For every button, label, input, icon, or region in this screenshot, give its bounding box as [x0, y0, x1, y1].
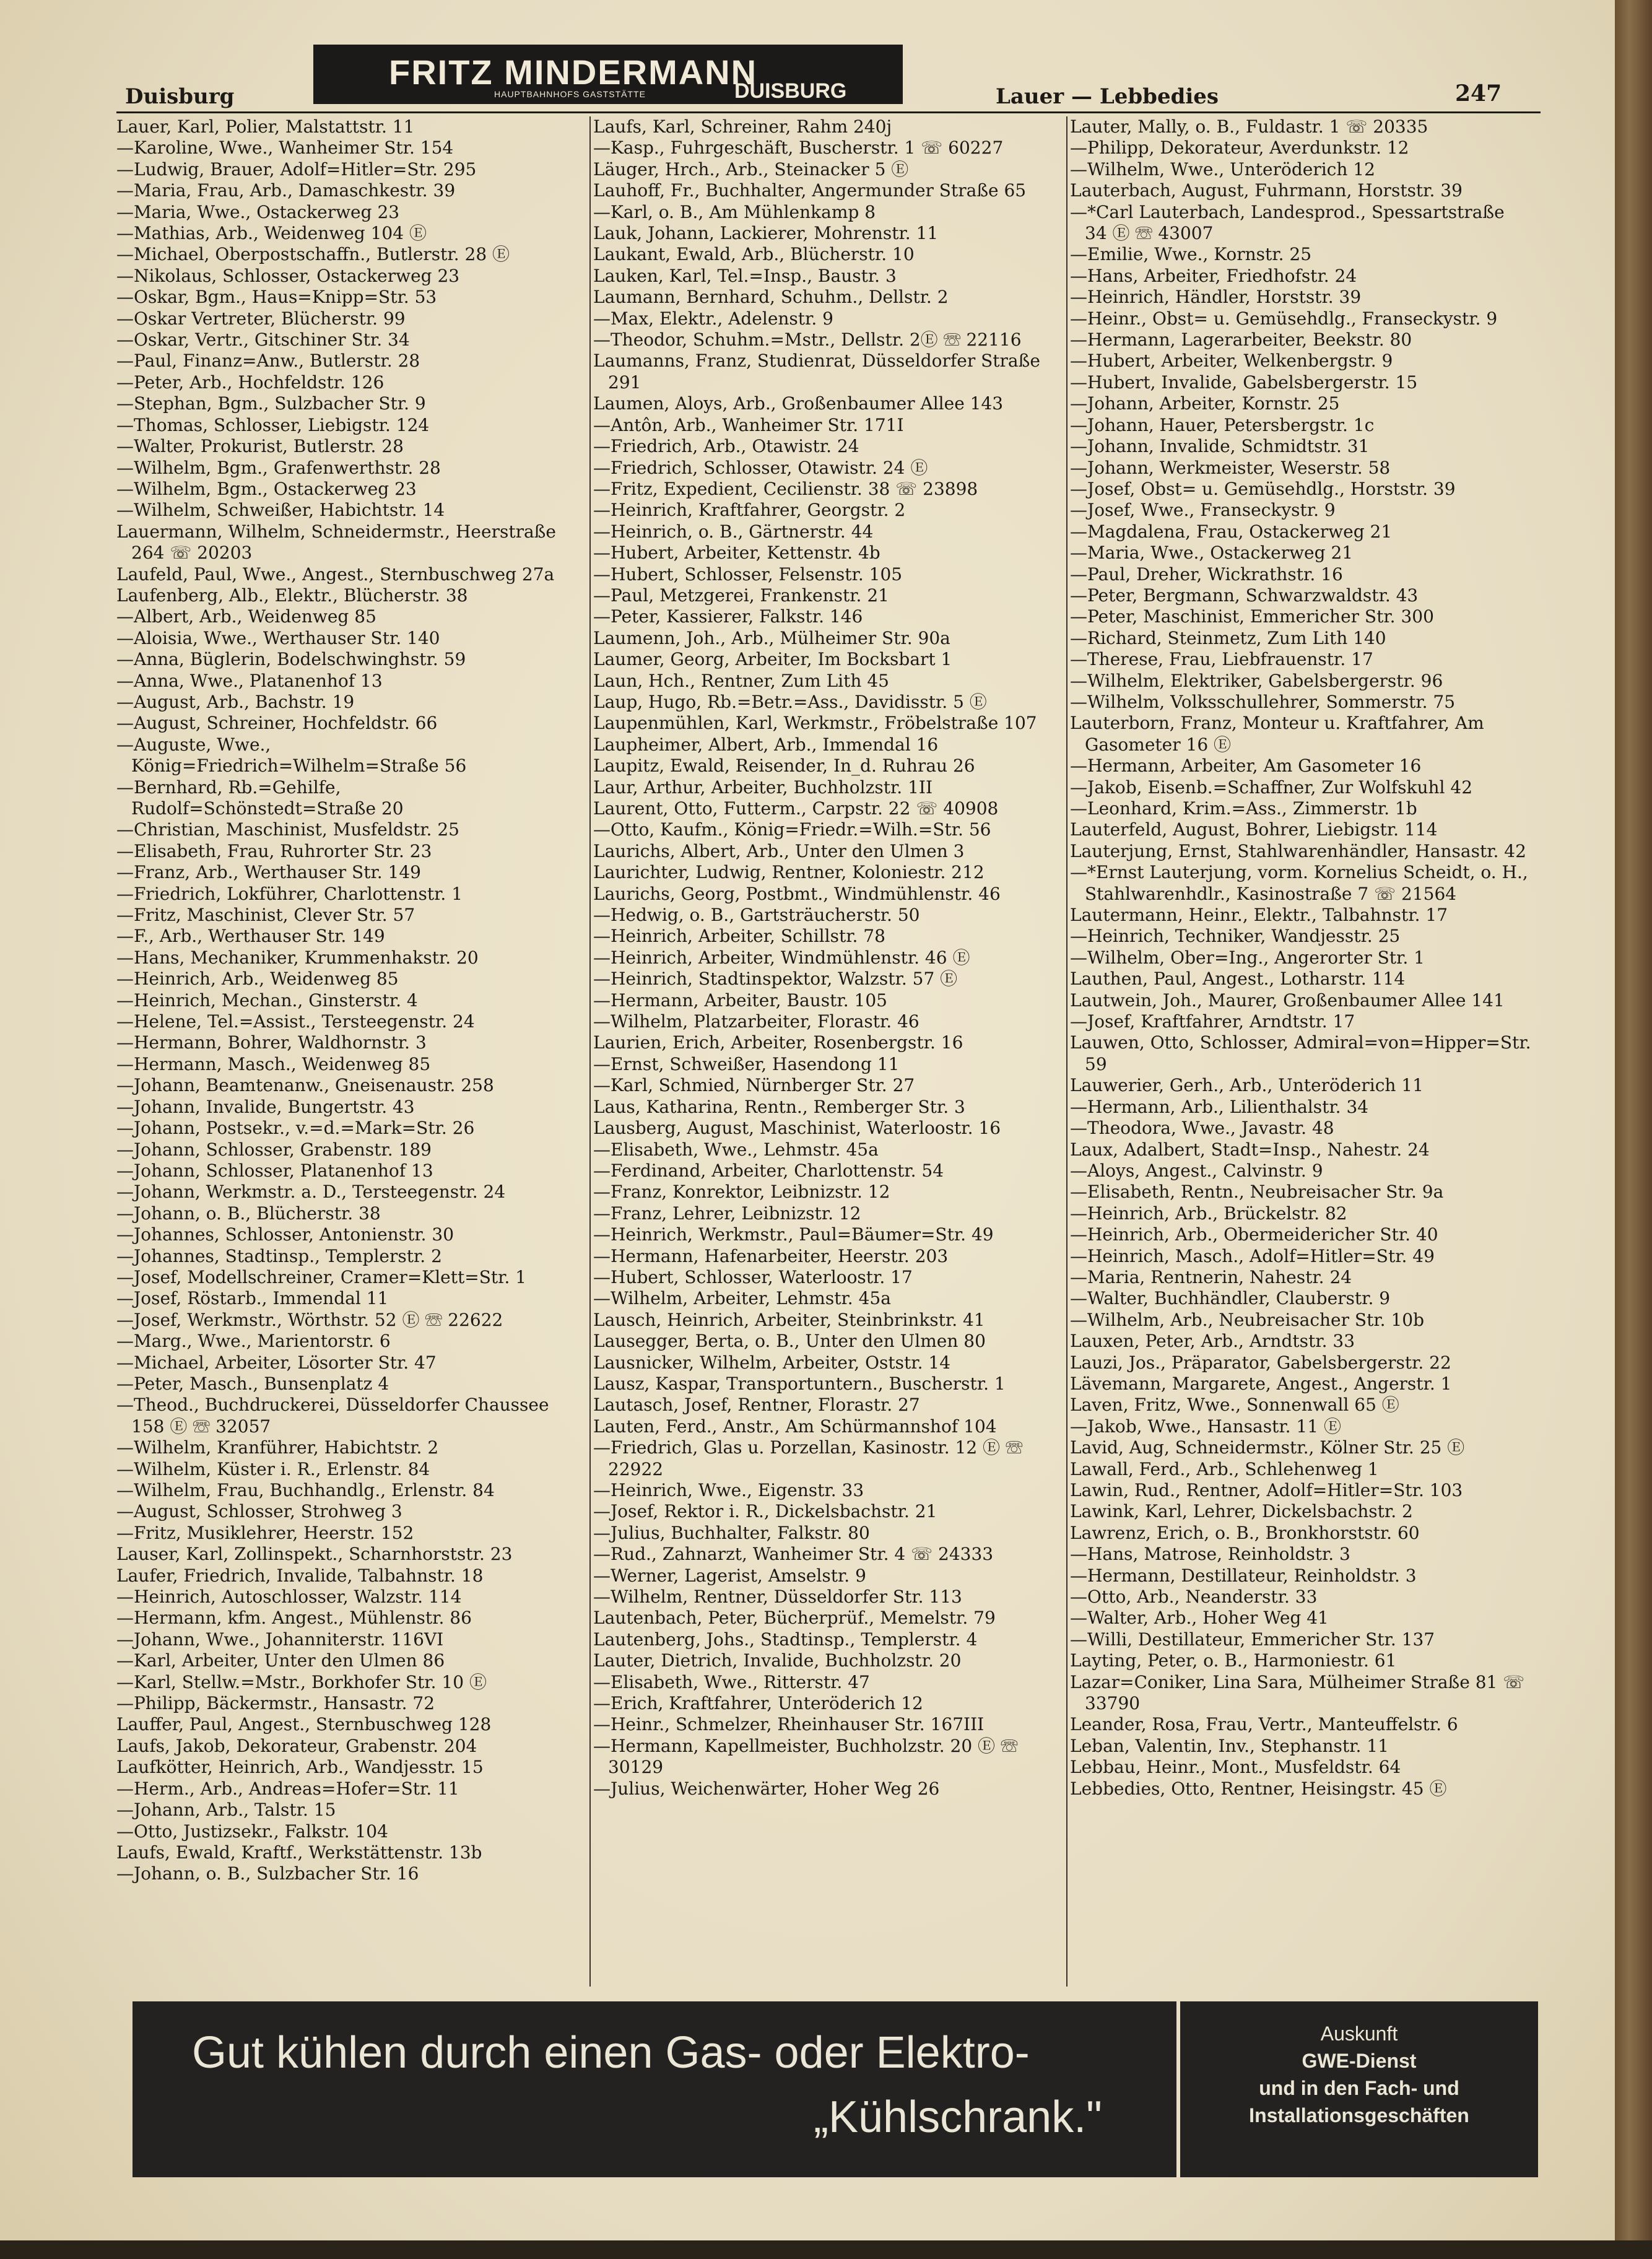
header-rule	[116, 111, 1541, 113]
directory-entry: —Hermann, Lagerarbeiter, Beekstr. 80	[1070, 329, 1412, 350]
directory-entry: Lauthen, Paul, Angest., Lotharstr. 114	[1070, 968, 1406, 990]
directory-entry: —Wilhelm, Bgm., Ostackerweg 23	[116, 478, 417, 499]
directory-entry: —Stephan, Bgm., Sulzbacher Str. 9	[116, 393, 426, 414]
ad-side-panel	[1180, 2020, 1538, 2129]
directory-entry: —Josef, Obst= u. Gemüsehdlg., Horststr. 39	[1070, 478, 1456, 499]
directory-entry: —Johann, Beamtenanw., Gneisenaustr. 258	[116, 1075, 494, 1096]
directory-entry: —Ferdinand, Arbeiter, Charlottenstr. 54	[593, 1160, 944, 1181]
directory-entry: Laurent, Otto, Futterm., Carpstr. 22 ☏ 40908	[593, 798, 999, 819]
directory-entry: —Marg., Wwe., Marientorstr. 6	[116, 1331, 391, 1352]
bottom-advertisement	[133, 2001, 1538, 2177]
directory-entry: Lautenbach, Peter, Bücherprüf., Memelstr. 79	[593, 1608, 996, 1629]
banner-name: FRITZ MINDERMANN	[389, 53, 758, 92]
directory-entry: —Jakob, Eisenb.=Schaffner, Zur Wolfskuhl 42	[1070, 777, 1473, 798]
directory-entry: —Maria, Frau, Arb., Damaschkestr. 39	[116, 180, 456, 201]
directory-entry: —Johannes, Schlosser, Antonienstr. 30	[116, 1224, 454, 1245]
directory-entry: —Hubert, Invalide, Gabelsbergerstr. 15	[1070, 372, 1418, 393]
directory-entry: —Friedrich, Arb., Otawistr. 24	[593, 436, 859, 457]
directory-entry: —Magdalena, Frau, Ostackerweg 21	[1070, 521, 1393, 542]
directory-entry: Lauter, Dietrich, Invalide, Buchholzstr. 20	[593, 1650, 962, 1671]
directory-entry: —Otto, Arb., Neanderstr. 33	[1070, 1587, 1318, 1608]
directory-entry: Laupheimer, Albert, Arb., Immendal 16	[593, 734, 939, 755]
directory-entry: Laumer, Georg, Arbeiter, Im Bocksbart 1	[593, 649, 952, 670]
directory-entry: —Wilhelm, Bgm., Grafenwerthstr. 28	[116, 457, 441, 478]
directory-entry: —Josef, Wwe., Franseckystr. 9	[1070, 500, 1336, 521]
directory-entry: —August, Schlosser, Strohweg 3	[116, 1501, 402, 1522]
directory-entry: —Peter, Arb., Hochfeldstr. 126	[116, 372, 385, 393]
directory-entry: Lavid, Aug, Schneidermstr., Kölner Str. 25 Ⓔ	[1070, 1437, 1465, 1458]
directory-entry: —Johann, o. B., Sulzbacher Str. 16	[116, 1863, 419, 1884]
directory-entry: —Maria, Wwe., Ostackerweg 23	[116, 201, 400, 222]
directory-entry: —Christian, Maschinist, Musfeldstr. 25	[116, 819, 459, 840]
ad-headline-line1: Gut kühlen durch einen Gas- oder Elektro-	[192, 2028, 1030, 2078]
directory-entry: —Wilhelm, Volksschullehrer, Sommerstr. 75	[1070, 691, 1456, 712]
directory-entry: —Elisabeth, Frau, Ruhrorter Str. 23	[116, 840, 432, 861]
directory-entry: Leban, Valentin, Inv., Stephanstr. 11	[1070, 1735, 1389, 1756]
directory-entry: —Friedrich, Schlosser, Otawistr. 24 Ⓔ	[593, 457, 928, 478]
directory-entry: —Hermann, Destillateur, Reinholdstr. 3	[1070, 1565, 1417, 1586]
directory-entry: —Peter, Kassierer, Falkstr. 146	[593, 606, 863, 627]
directory-entry: —Hedwig, o. B., Gartsträucherstr. 50	[593, 905, 920, 926]
directory-entry: —Michael, Arbeiter, Lösorter Str. 47	[116, 1352, 437, 1373]
directory-entry: Lauxen, Peter, Arb., Arndtstr. 33	[1070, 1331, 1355, 1352]
directory-entry: —Jakob, Wwe., Hansastr. 11 Ⓔ	[1070, 1416, 1341, 1437]
directory-entry: Laumann, Bernhard, Schuhm., Dellstr. 2	[593, 287, 949, 308]
directory-entry: —Fritz, Musiklehrer, Heerstr. 152	[116, 1522, 414, 1543]
directory-entry: Laux, Adalbert, Stadt=Insp., Nahestr. 24	[1070, 1139, 1430, 1160]
directory-entry: Laupitz, Ewald, Reisender, In_d. Ruhrau 26	[593, 755, 975, 777]
ad-side-line: Auskunft	[1320, 2022, 1398, 2045]
directory-entry: Layting, Peter, o. B., Harmoniestr. 61	[1070, 1650, 1397, 1671]
directory-entry: —Heinr., Obst= u. Gemüsehdlg., Franseckystr. 9	[1070, 308, 1498, 329]
directory-entry: —Ernst, Schweißer, Hasendong 11	[593, 1053, 900, 1074]
directory-entry: —Kasp., Fuhrgeschäft, Buscherstr. 1 ☏ 60227	[593, 137, 1004, 159]
directory-entry: —Philipp, Bäckermstr., Hansastr. 72	[116, 1693, 435, 1714]
directory-column-2	[593, 116, 1054, 1987]
directory-entry: —Hans, Arbeiter, Friedhofstr. 24	[1070, 265, 1357, 286]
advertising-banner	[313, 45, 903, 104]
directory-entry: —Anna, Wwe., Platanenhof 13	[116, 670, 383, 691]
directory-entry: Lauterbach, August, Fuhrmann, Horststr. 39	[1070, 180, 1463, 201]
directory-entry: —Peter, Bergmann, Schwarzwaldstr. 43	[1070, 585, 1419, 606]
directory-entry: —Oskar, Vertr., Gitschiner Str. 34	[116, 329, 410, 350]
directory-entry: —Heinrich, Kraftfahrer, Georgstr. 2	[593, 500, 906, 521]
directory-entry: Laumenn, Joh., Arb., Mülheimer Str. 90a	[593, 627, 950, 648]
directory-entry: —Hermann, Arbeiter, Am Gasometer 16	[1070, 755, 1422, 777]
directory-entry: Lebbedies, Otto, Rentner, Heisingstr. 45 Ⓔ	[1070, 1778, 1447, 1799]
directory-entry: —Heinrich, Arb., Brückelstr. 82	[1070, 1203, 1347, 1224]
directory-entry: Laupenmühlen, Karl, Werkmstr., Fröbelstraße 107	[593, 713, 1037, 734]
directory-entry: Lautasch, Josef, Rentner, Florastr. 27	[593, 1395, 920, 1416]
directory-entry: Lauermann, Wilhelm, Schneidermstr., Heerstraße 264 ☏ 20203	[116, 521, 556, 564]
book-binding	[1615, 0, 1652, 2259]
directory-entry: —Werner, Lagerist, Amselstr. 9	[593, 1565, 866, 1586]
directory-entry: Laur, Arthur, Arbeiter, Buchholzstr. 1II	[593, 777, 933, 798]
directory-entry: —Ludwig, Brauer, Adolf=Hitler=Str. 295	[116, 159, 477, 180]
directory-entry: —Heinrich, Stadtinspektor, Walzstr. 57 Ⓔ	[593, 968, 958, 990]
directory-entry: Lauwen, Otto, Schlosser, Admiral=von=Hipper=Str. 59	[1070, 1032, 1531, 1074]
directory-entry: —Karl, Stellw.=Mstr., Borkhofer Str. 10 Ⓔ	[116, 1671, 487, 1692]
directory-entry: —Wilhelm, Schweißer, Habichtstr. 14	[116, 500, 445, 521]
directory-entry: —Theodora, Wwe., Javastr. 48	[1070, 1118, 1334, 1139]
directory-entry: —Otto, Justizsekr., Falkstr. 104	[116, 1821, 388, 1842]
directory-entry: Lauterjung, Ernst, Stahlwarenhändler, Hansastr. 42	[1070, 840, 1526, 861]
directory-entry: —Walter, Arb., Hoher Weg 41	[1070, 1608, 1329, 1629]
directory-entry: —Bernhard, Rb.=Gehilfe, Rudolf=Schönstedt=Straße 20	[116, 777, 404, 819]
directory-entry: —Heinrich, Techniker, Wandjesstr. 25	[1070, 926, 1401, 947]
directory-entry: —Karoline, Wwe., Wanheimer Str. 154	[116, 137, 454, 159]
directory-entry: —Franz, Arb., Werthauser Str. 149	[116, 862, 421, 883]
directory-entry: —Elisabeth, Wwe., Lehmstr. 45a	[593, 1139, 879, 1160]
directory-entry: —Hermann, Bohrer, Waldhornstr. 3	[116, 1032, 427, 1053]
directory-entry: —Johann, Invalide, Bungertstr. 43	[116, 1096, 415, 1117]
directory-entry: —Walter, Prokurist, Butlerstr. 28	[116, 436, 404, 457]
directory-entry: —Auguste, Wwe., König=Friedrich=Wilhelm=Straße 56	[116, 734, 467, 777]
directory-column-3	[1070, 116, 1531, 1987]
directory-entry: —Michael, Oberpostschaffn., Butlerstr. 28 Ⓔ	[116, 244, 510, 265]
directory-entry: —Johann, Werkmeister, Weserstr. 58	[1070, 457, 1391, 478]
directory-entry: Lauser, Karl, Zollinspekt., Scharnhorststr. 23	[116, 1544, 513, 1565]
directory-entry: Laufkötter, Heinrich, Arb., Wandjesstr. 15	[116, 1757, 484, 1778]
directory-entry: —Peter, Masch., Bunsenplatz 4	[116, 1373, 389, 1394]
directory-entry: —Oskar, Bgm., Haus=Knipp=Str. 53	[116, 287, 437, 308]
directory-entry: Leander, Rosa, Frau, Vertr., Manteuffelstr. 6	[1070, 1714, 1458, 1735]
ad-side-line: GWE-Dienst	[1302, 2050, 1417, 2072]
directory-entry: Laukant, Ewald, Arb., Blücherstr. 10	[593, 244, 915, 265]
directory-entry: —Wilhelm, Kranführer, Habichtstr. 2	[116, 1437, 439, 1458]
directory-entry: —Johann, Schlosser, Grabenstr. 189	[116, 1139, 432, 1160]
directory-entry: —Johann, Wwe., Johanniterstr. 116VI	[116, 1629, 444, 1650]
bottom-edge	[0, 2240, 1652, 2259]
directory-entry: Lauken, Karl, Tel.=Insp., Baustr. 3	[593, 265, 897, 286]
directory-entry: —*Ernst Lauterjung, vorm. Kornelius Scheidt, o. H., Stahlwarenhdlr., Kasinostraße 7 ☏ 21564	[1070, 862, 1528, 904]
directory-entry: —Theodor, Schuhm.=Mstr., Dellstr. 2Ⓔ ☏ 22116	[593, 329, 1022, 350]
directory-entry: Lauwerier, Gerh., Arb., Unteröderich 11	[1070, 1075, 1424, 1096]
directory-entry: Laufer, Friedrich, Invalide, Talbahnstr. 18	[116, 1565, 484, 1586]
directory-entry: —Heinrich, Mechan., Ginsterstr. 4	[116, 990, 418, 1011]
directory-entry: —Julius, Buchhalter, Falkstr. 80	[593, 1522, 870, 1543]
ad-headline-line2: „Kühlschrank."	[814, 2092, 1102, 2142]
directory-entry: —Karl, Schmied, Nürnberger Str. 27	[593, 1075, 915, 1096]
directory-entry: —Wilhelm, Wwe., Unteröderich 12	[1070, 159, 1375, 180]
banner-city: DUISBURG	[734, 79, 847, 103]
directory-entry: —Karl, o. B., Am Mühlenkamp 8	[593, 201, 876, 222]
directory-entry: Lauterborn, Franz, Monteur u. Kraftfahrer, Am Gasometer 16 Ⓔ	[1070, 713, 1484, 755]
directory-entry: —Maria, Wwe., Ostackerweg 21	[1070, 542, 1354, 564]
directory-entry: Laup, Hugo, Rb.=Betr.=Ass., Davidisstr. 5 Ⓔ	[593, 691, 987, 712]
directory-entry: Lautenberg, Johs., Stadtinsp., Templerstr. 4	[593, 1629, 978, 1650]
directory-entry: —Johann, Arb., Talstr. 15	[116, 1800, 336, 1821]
directory-entry: —Mathias, Arb., Weidenweg 104 Ⓔ	[116, 223, 427, 244]
directory-entry: —Albert, Arb., Weidenweg 85	[116, 606, 376, 627]
directory-entry: —Hubert, Arbeiter, Kettenstr. 4b	[593, 542, 880, 564]
directory-entry: —Heinrich, Arb., Obermeidericher Str. 40	[1070, 1224, 1438, 1245]
directory-entry: —Heinr., Schmelzer, Rheinhauser Str. 167III	[593, 1714, 985, 1735]
directory-entry: —Hans, Matrose, Reinholdstr. 3	[1070, 1544, 1350, 1565]
directory-entry: —Antôn, Arb., Wanheimer Str. 171I	[593, 414, 904, 435]
directory-entry: —Johann, Arbeiter, Kornstr. 25	[1070, 393, 1340, 414]
directory-entry: Laufs, Karl, Schreiner, Rahm 240j	[593, 116, 892, 137]
directory-entry: —Johann, Hauer, Petersbergstr. 1c	[1070, 414, 1375, 435]
directory-entry: —Wilhelm, Platzarbeiter, Florastr. 46	[593, 1011, 919, 1032]
directory-entry: Laurien, Erich, Arbeiter, Rosenbergstr. 16	[593, 1032, 963, 1053]
directory-entry: —Hubert, Schlosser, Felsenstr. 105	[593, 564, 903, 585]
directory-entry: Lausberg, August, Maschinist, Waterloostr. 16	[593, 1118, 1001, 1139]
directory-entry: —Philipp, Dekorateur, Averdunkstr. 12	[1070, 137, 1409, 159]
directory-entry: —Josef, Röstarb., Immendal 11	[116, 1288, 389, 1309]
directory-entry: —Therese, Frau, Liebfrauenstr. 17	[1070, 649, 1373, 670]
directory-entry: —Theod., Buchdruckerei, Düsseldorfer Chaussee 158 Ⓔ ☏ 32057	[116, 1395, 549, 1437]
directory-entry: —Friedrich, Lokführer, Charlottenstr. 1	[116, 883, 463, 904]
directory-entry: Laumanns, Franz, Studienrat, Düsseldorfer Straße 291	[593, 350, 1040, 393]
directory-entry: Lauer, Karl, Polier, Malstattstr. 11	[116, 116, 415, 137]
directory-entry: —Friedrich, Glas u. Porzellan, Kasinostr. 12 Ⓔ ☏ 22922	[593, 1437, 1023, 1479]
directory-entry: Laufenberg, Alb., Elektr., Blücherstr. 38	[116, 585, 468, 606]
directory-entry: —Heinrich, o. B., Gärtnerstr. 44	[593, 521, 874, 542]
directory-entry: —Fritz, Maschinist, Clever Str. 57	[116, 905, 415, 926]
directory-entry: —Fritz, Expedient, Cecilienstr. 38 ☏ 23898	[593, 478, 978, 499]
directory-entry: —Hans, Mechaniker, Krummenhakstr. 20	[116, 947, 479, 968]
directory-entry: —Franz, Konrektor, Leibnizstr. 12	[593, 1182, 890, 1203]
directory-entry: Laven, Fritz, Wwe., Sonnenwall 65 Ⓔ	[1070, 1395, 1399, 1416]
directory-entry: —Heinrich, Autoschlosser, Walzstr. 114	[116, 1587, 462, 1608]
directory-entry: —Oskar Vertreter, Blücherstr. 99	[116, 308, 406, 329]
directory-entry: Lautermann, Heinr., Elektr., Talbahnstr. 17	[1070, 905, 1448, 926]
directory-entry: —Wilhelm, Küster i. R., Erlenstr. 84	[116, 1458, 430, 1479]
directory-entry: Lawin, Rud., Rentner, Adolf=Hitler=Str. 103	[1070, 1480, 1463, 1500]
directory-entry: —Julius, Weichenwärter, Hoher Weg 26	[593, 1778, 940, 1799]
directory-entry: —Paul, Finanz=Anw., Butlerstr. 28	[116, 350, 420, 372]
directory-entry: —Herm., Arb., Andreas=Hofer=Str. 11	[116, 1778, 459, 1799]
directory-entry: —Otto, Kaufm., König=Friedr.=Wilh.=Str. 56	[593, 819, 991, 840]
directory-entry: —Walter, Buchhändler, Clauberstr. 9	[1070, 1288, 1391, 1309]
directory-entry: —Josef, Kraftfahrer, Arndtstr. 17	[1070, 1011, 1355, 1032]
directory-entry: —Anna, Büglerin, Bodelschwinghstr. 59	[116, 649, 466, 670]
directory-entry: —Karl, Arbeiter, Unter den Ulmen 86	[116, 1650, 445, 1671]
directory-entry: —Emilie, Wwe., Kornstr. 25	[1070, 244, 1312, 265]
directory-entry: —Elisabeth, Wwe., Ritterstr. 47	[593, 1671, 870, 1692]
directory-entry: —*Carl Lauterbach, Landesprod., Spessartstraße 34 Ⓔ ☏ 43007	[1070, 201, 1505, 244]
directory-entry: Lawink, Karl, Lehrer, Dickelsbachstr. 2	[1070, 1501, 1413, 1522]
directory-entry: Lauter, Mally, o. B., Fuldastr. 1 ☏ 20335	[1070, 116, 1428, 137]
directory-entry: Lauk, Johann, Lackierer, Mohrenstr. 11	[593, 223, 939, 244]
directory-entry: —Willi, Destillateur, Emmericher Str. 137	[1070, 1629, 1435, 1650]
directory-entry: Laurichs, Georg, Postbmt., Windmühlenstr. 46	[593, 883, 1001, 904]
header-city: Duisburg	[125, 84, 235, 109]
ad-side-line: Installationsgeschäften	[1249, 2104, 1469, 2126]
directory-entry: Laurichs, Albert, Arb., Unter den Ulmen 3	[593, 840, 965, 861]
directory-entry: Lausegger, Berta, o. B., Unter den Ulmen 80	[593, 1331, 986, 1352]
directory-entry: —Josef, Modellschreiner, Cramer=Klett=Str. 1	[116, 1266, 527, 1287]
banner-subtitle: HAUPTBAHNHOFS GASTSTÄTTE	[494, 89, 646, 99]
directory-entry: Laufs, Ewald, Kraftf., Werkstättenstr. 13b	[116, 1842, 482, 1863]
directory-columns	[116, 116, 1541, 1987]
directory-entry: Laufeld, Paul, Wwe., Angest., Sternbuschweg 27a	[116, 564, 555, 585]
directory-entry: —Hermann, Kapellmeister, Buchholzstr. 20 Ⓔ ☏ 30129	[593, 1735, 1018, 1778]
directory-entry: —Hermann, Hafenarbeiter, Heerstr. 203	[593, 1245, 949, 1266]
directory-entry: —Heinrich, Wwe., Eigenstr. 33	[593, 1480, 864, 1500]
directory-entry: Lebbau, Heinr., Mont., Musfeldstr. 64	[1070, 1757, 1401, 1778]
directory-entry: —Aloys, Angest., Calvinstr. 9	[1070, 1160, 1323, 1181]
directory-entry: —Heinrich, Händler, Horststr. 39	[1070, 287, 1362, 308]
directory-entry: —Hubert, Arbeiter, Welkenbergstr. 9	[1070, 350, 1393, 372]
directory-entry: Lauhoff, Fr., Buchhalter, Angermunder Straße 65	[593, 180, 1027, 201]
directory-entry: Lävemann, Margarete, Angest., Angerstr. 1	[1070, 1373, 1452, 1394]
directory-entry: Lausnicker, Wilhelm, Arbeiter, Oststr. 14	[593, 1352, 951, 1373]
directory-entry: —Josef, Werkmstr., Wörthstr. 52 Ⓔ ☏ 22622	[116, 1309, 503, 1330]
directory-entry: Lauten, Ferd., Anstr., Am Schürmannshof 104	[593, 1416, 997, 1437]
directory-entry: —Wilhelm, Arb., Neubreisacher Str. 10b	[1070, 1309, 1425, 1330]
directory-entry: —August, Schreiner, Hochfeldstr. 66	[116, 713, 438, 734]
directory-entry: Laumen, Aloys, Arb., Großenbaumer Allee 143	[593, 393, 1004, 414]
directory-entry: —Paul, Metzgerei, Frankenstr. 21	[593, 585, 889, 606]
directory-entry: —Hubert, Schlosser, Waterloostr. 17	[593, 1266, 913, 1287]
directory-entry: —Nikolaus, Schlosser, Ostackerweg 23	[116, 265, 460, 286]
directory-entry: —August, Arb., Bachstr. 19	[116, 691, 355, 712]
directory-entry: Laufs, Jakob, Dekorateur, Grabenstr. 204	[116, 1735, 477, 1756]
directory-entry: —Thomas, Schlosser, Liebigstr. 124	[116, 414, 430, 435]
directory-entry: Lawrenz, Erich, o. B., Bronkhorststr. 60	[1070, 1522, 1420, 1543]
directory-entry: —Wilhelm, Arbeiter, Lehmstr. 45a	[593, 1288, 891, 1309]
directory-entry: —Rud., Zahnarzt, Wanheimer Str. 4 ☏ 24333	[593, 1544, 994, 1565]
directory-entry: —Franz, Lehrer, Leibnizstr. 12	[593, 1203, 861, 1224]
directory-entry: —Johann, Postsekr., v.=d.=Mark=Str. 26	[116, 1118, 475, 1139]
directory-entry: —Aloisia, Wwe., Werthauser Str. 140	[116, 627, 440, 648]
directory-entry: Lausz, Kaspar, Transportuntern., Buscherstr. 1	[593, 1373, 1006, 1394]
directory-entry: —Peter, Maschinist, Emmericher Str. 300	[1070, 606, 1434, 627]
directory-entry: —Wilhelm, Ober=Ing., Angerorter Str. 1	[1070, 947, 1425, 968]
header-range: Lauer — Lebbedies	[996, 84, 1219, 109]
directory-entry: —Heinrich, Arbeiter, Windmühlenstr. 46 Ⓔ	[593, 947, 970, 968]
directory-entry: —Wilhelm, Rentner, Düsseldorfer Str. 113	[593, 1587, 962, 1608]
ad-side-line: und in den Fach- und	[1259, 2077, 1459, 2099]
directory-entry: Lausch, Heinrich, Arbeiter, Steinbrinkstr. 41	[593, 1309, 985, 1330]
directory-entry: Laun, Hch., Rentner, Zum Lith 45	[593, 670, 889, 691]
directory-entry: —Heinrich, Arb., Weidenweg 85	[116, 968, 399, 990]
directory-entry: —Heinrich, Arbeiter, Schillstr. 78	[593, 926, 885, 947]
directory-entry: —Johann, o. B., Blücherstr. 38	[116, 1203, 381, 1224]
directory-entry: —Erich, Kraftfahrer, Unteröderich 12	[593, 1693, 923, 1714]
directory-entry: —Elisabeth, Rentn., Neubreisacher Str. 9a	[1070, 1182, 1444, 1203]
directory-entry: —Maria, Rentnerin, Nahestr. 24	[1070, 1266, 1352, 1287]
directory-entry: Lauffer, Paul, Angest., Sternbuschweg 128	[116, 1714, 492, 1735]
directory-entry: —Max, Elektr., Adelenstr. 9	[593, 308, 833, 329]
directory-entry: —Hermann, Arbeiter, Baustr. 105	[593, 990, 887, 1011]
directory-entry: —Hermann, kfm. Angest., Mühlenstr. 86	[116, 1608, 472, 1629]
directory-entry: —Heinrich, Werkmstr., Paul=Bäumer=Str. 49	[593, 1224, 994, 1245]
directory-entry: —Wilhelm, Elektriker, Gabelsbergerstr. 96	[1070, 670, 1443, 691]
directory-entry: —Hermann, Arb., Lilienthalstr. 34	[1070, 1096, 1369, 1117]
directory-entry: —Johann, Werkmstr. a. D., Tersteegenstr. 24	[116, 1182, 506, 1203]
directory-entry: —Johann, Schlosser, Platanenhof 13	[116, 1160, 433, 1181]
directory-entry: —Richard, Steinmetz, Zum Lith 140	[1070, 627, 1386, 648]
directory-entry: Laus, Katharina, Rentn., Remberger Str. 3	[593, 1096, 965, 1117]
directory-entry: —Paul, Dreher, Wickrathstr. 16	[1070, 564, 1343, 585]
directory-entry: Läuger, Hrch., Arb., Steinacker 5 Ⓔ	[593, 159, 909, 180]
directory-entry: —Hermann, Masch., Weidenweg 85	[116, 1053, 431, 1074]
directory-column-1	[116, 116, 578, 1987]
directory-entry: Lautwein, Joh., Maurer, Großenbaumer Allee 141	[1070, 990, 1505, 1011]
directory-entry: —Leonhard, Krim.=Ass., Zimmerstr. 1b	[1070, 798, 1417, 819]
directory-entry: Lauzi, Jos., Präparator, Gabelsbergerstr. 22	[1070, 1352, 1451, 1373]
directory-entry: —Johann, Invalide, Schmidtstr. 31	[1070, 436, 1370, 457]
directory-entry: —Josef, Rektor i. R., Dickelsbachstr. 21	[593, 1501, 937, 1522]
directory-entry: —Wilhelm, Frau, Buchhandlg., Erlenstr. 84	[116, 1480, 495, 1500]
page-number: 247	[1455, 81, 1502, 107]
directory-entry: —F., Arb., Werthauser Str. 149	[116, 926, 385, 947]
directory-entry: —Heinrich, Masch., Adolf=Hitler=Str. 49	[1070, 1245, 1435, 1266]
directory-entry: —Johannes, Stadtinsp., Templerstr. 2	[116, 1245, 442, 1266]
directory-entry: Lazar=Coniker, Lina Sara, Mülheimer Straße 81 ☏ 33790	[1070, 1671, 1525, 1714]
directory-entry: Laurichter, Ludwig, Rentner, Koloniestr. 212	[593, 862, 985, 883]
directory-entry: Lauterfeld, August, Bohrer, Liebigstr. 114	[1070, 819, 1438, 840]
directory-entry: Lawall, Ferd., Arb., Schlehenweg 1	[1070, 1458, 1379, 1479]
directory-entry: —Helene, Tel.=Assist., Tersteegenstr. 24	[116, 1011, 475, 1032]
